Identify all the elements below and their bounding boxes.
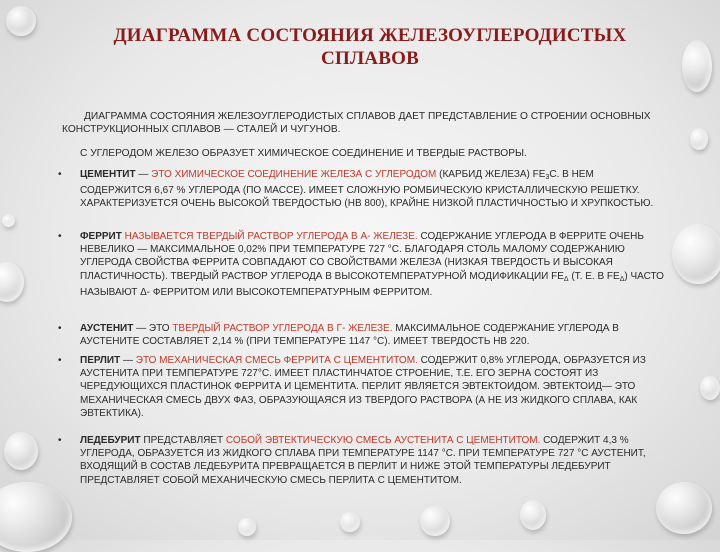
list-item-austenite	[58, 322, 668, 348]
intro-paragraph: ДИАГРАММА СОСТОЯНИЯ ЖЕЛЕЗОУГЛЕРОДИСТЫХ СПЛАВОВ ДАЕТ ПРЕДСТАВЛЕНИЕ О СТРОЕНИИ ОСНОВНЫХ КОНСТРУКЦИОННЫХ СПЛАВОВ — СТАЛЕЙ И ЧУГУНОВ.	[62, 111, 651, 135]
water-drop-decoration	[420, 506, 450, 536]
water-drop-decoration	[0, 262, 24, 302]
water-drop-decoration	[682, 40, 712, 92]
text: ), КРАЙНЕ НИЗКОЙ ПЛАСТИЧНОСТЬЮ И ХРУПКОСТЬЮ.	[381, 198, 654, 210]
water-drop-decoration	[656, 482, 712, 534]
term: АУСТЕНИТ	[80, 323, 134, 334]
slide-title: ДИАГРАММА СОСТОЯНИЯ ЖЕЛЕЗОУГЛЕРОДИСТЫХ СПЛАВОВ	[113, 25, 627, 69]
term: ПЕРЛИТ	[80, 355, 121, 366]
text: .	[526, 336, 530, 348]
highlight: ЭТО МЕХАНИЧЕСКАЯ СМЕСЬ ФЕРРИТА С ЦЕМЕНТИТОМ.	[135, 355, 418, 366]
bullet-icon: •	[58, 355, 62, 366]
text: . В НЕМ СОДЕРЖИТСЯ 6,67 % УГЛЕРОДА (ПО МАССЕ). ИМЕЕТ СЛОЖНУЮ РОМБИЧЕСКУЮ КРИСТАЛЛИЧЕСКУЮ РЕШЕТКУ. ХАРАКТЕРИЗУЕТСЯ ОЧЕНЬ ВЫСОКОЙ ТВЕРДОСТЬЮ (	[80, 169, 640, 210]
water-drop-decoration	[690, 128, 708, 150]
text: (КАРБИД ЖЕЛЕЗА)	[436, 169, 533, 180]
formula: $FE_\Delta$	[551, 270, 569, 283]
term: ЛЕДЕБУРИТ	[80, 435, 141, 446]
water-drop-decoration	[4, 432, 38, 470]
bullet-icon: •	[58, 435, 62, 446]
bullet-icon: •	[58, 323, 62, 334]
list-item-pearlite	[58, 354, 668, 420]
text: СОДЕРЖИТ 0,8% УГЛЕРОДА, ОБРАЗУЕТСЯ ИЗ АУСТЕНИТА ПРИ ТЕМПЕРАТУРЕ 727°С. ИМЕЕТ ПЛАСТИНЧАТОЕ СТРОЕНИЕ, Т.Е. ЕГО ЗЕРНА СОСТОЯТ ИЗ ЧЕРЕДУЮЩИХСЯ ПЛАСТИНОК ФЕРРИТА И ЦЕМЕНТИТА. ПЕРЛИТ ЯВЛЯЕТСЯ ЭВТЕКТОИДОМ. ЭВТЕКТОИД— ЭТО МЕХАНИЧЕСКАЯ СМЕСЬ ДВУХ ФАЗ, ОБРАЗУЮЩАЯСЯ ИЗ ТВЕРДОГО РАСТВОРА (А НЕ ИЗ ЖИДКОГО СПЛАВА, КАК ЭВТЕКТИКА).	[80, 355, 646, 419]
text: (Т. Е. В	[568, 270, 607, 282]
water-drop-decoration	[672, 224, 720, 284]
lead-paragraph: С УГЛЕРОДОМ ЖЕЛЕЗО ОБРАЗУЕТ ХИМИЧЕСКОЕ СОЕДИНЕНИЕ И ТВЕРДЫЕ РАСТВОРЫ.	[80, 148, 527, 159]
text: СОДЕРЖАНИЕ УГЛЕРОДА В ФЕРРИТЕ ОЧЕНЬ НЕВЕЛИКО — МАКСИМАЛЬНОЕ 0,02% ПРИ ТЕМПЕРАТУРЕ 727 °С. БЛАГОДАРЯ СТОЛЬ МАЛОМУ СОДЕРЖАНИЮ УГЛЕРОДА СВОЙСТВА ФЕРРИТА СОВПАДАЮТ СО СВОЙСТВАМИ ЖЕЛЕЗА (НИЗКАЯ ТВЕРДОСТЬ И ВЫСОКАЯ ПЛАСТИЧНОСТЬ). ТВЕРДЫЙ РАСТВОР УГЛЕРОДА В ВЫСОКОТЕМПЕРАТУРНОЙ МОДИФИКАЦИИ	[80, 231, 644, 282]
water-drop-decoration	[340, 512, 360, 532]
bullet-icon: •	[58, 169, 62, 180]
water-drop-decoration	[2, 214, 15, 227]
list-item-ledeburite	[58, 434, 668, 487]
hardness: HB 220	[493, 336, 527, 348]
water-drop-decoration	[238, 518, 256, 536]
water-drop-decoration	[700, 376, 720, 400]
text: ПРЕДСТАВЛЯЕТ	[140, 435, 226, 446]
text: МАКСИМАЛЬНОЕ СОДЕРЖАНИЕ УГЛЕРОДА В АУСТЕНИТЕ СОСТАВЛЯЕТ 2,14 % (ПРИ ТЕМПЕРАТУРЕ 1147 °С). ИМЕЕТ ТВЕРДОСТЬ	[80, 323, 619, 348]
bullet-icon: •	[58, 231, 62, 242]
text: СОДЕРЖИТ 4,3 % УГЛЕРОДА, ОБРАЗУЕТСЯ ИЗ ЖИДКОГО СПЛАВА ПРИ ТЕМПЕРАТУРЕ 1147 °С. ПРИ ТЕМПЕРАТУРЕ 727 °С АУСТЕНИТ, ВХОДЯЩИЙ В СОСТАВ ЛЕДЕБУРИТА ПРЕВРАЩАЕТСЯ В ПЕРЛИТ И НИЖЕ ЭТОЙ ТЕМПЕРАТУРЫ ЛЕДЕБУРИТ ПРЕДСТАВЛЯЕТ СОБОЙ МЕХАНИЧЕСКУЮ СМЕСЬ ПЕРЛИТА С ЦЕМЕНТИТОМ.	[80, 435, 646, 486]
term: ЦЕМЕНТИТ	[80, 169, 136, 180]
formula: $FE_\Delta$	[606, 270, 625, 283]
list-item-cementite	[58, 168, 668, 211]
highlight: ТВЕРДЫЙ РАСТВОР УГЛЕРОДА В Γ- ЖЕЛЕЗЕ.	[172, 323, 393, 334]
water-drop-decoration	[0, 482, 72, 552]
highlight: СОБОЙ ЭВТЕКТИЧЕСКУЮ СМЕСЬ АУСТЕНИТА С ЦЕМЕНТИТОМ.	[225, 435, 541, 446]
list-item-ferrite	[58, 230, 668, 299]
text: — ЭТО	[133, 323, 173, 334]
text: —	[120, 355, 136, 366]
formula: $FE_3C$	[532, 169, 557, 181]
hardness: HB 800	[347, 198, 382, 210]
highlight: ЭТО ХИМИЧЕСКОЕ СОЕДИНЕНИЕ ЖЕЛЕЗА С УГЛЕРОДОМ	[151, 169, 437, 180]
water-drop-decoration	[6, 6, 36, 36]
water-drop-decoration	[520, 500, 546, 530]
term: ФЕРРИТ	[80, 231, 122, 242]
highlight: НАЗЫВАЕТСЯ ТВЕРДЫЙ РАСТВОР УГЛЕРОДА В Α- ЖЕЛЕЗЕ.	[124, 231, 418, 242]
text: —	[135, 169, 152, 180]
text: ) ЧАСТО НАЗЫВАЮТ Δ- ФЕРРИТОМ ИЛИ ВЫСОКОТЕМПЕРАТУРНЫМ ФЕРРИТОМ.	[80, 270, 664, 298]
